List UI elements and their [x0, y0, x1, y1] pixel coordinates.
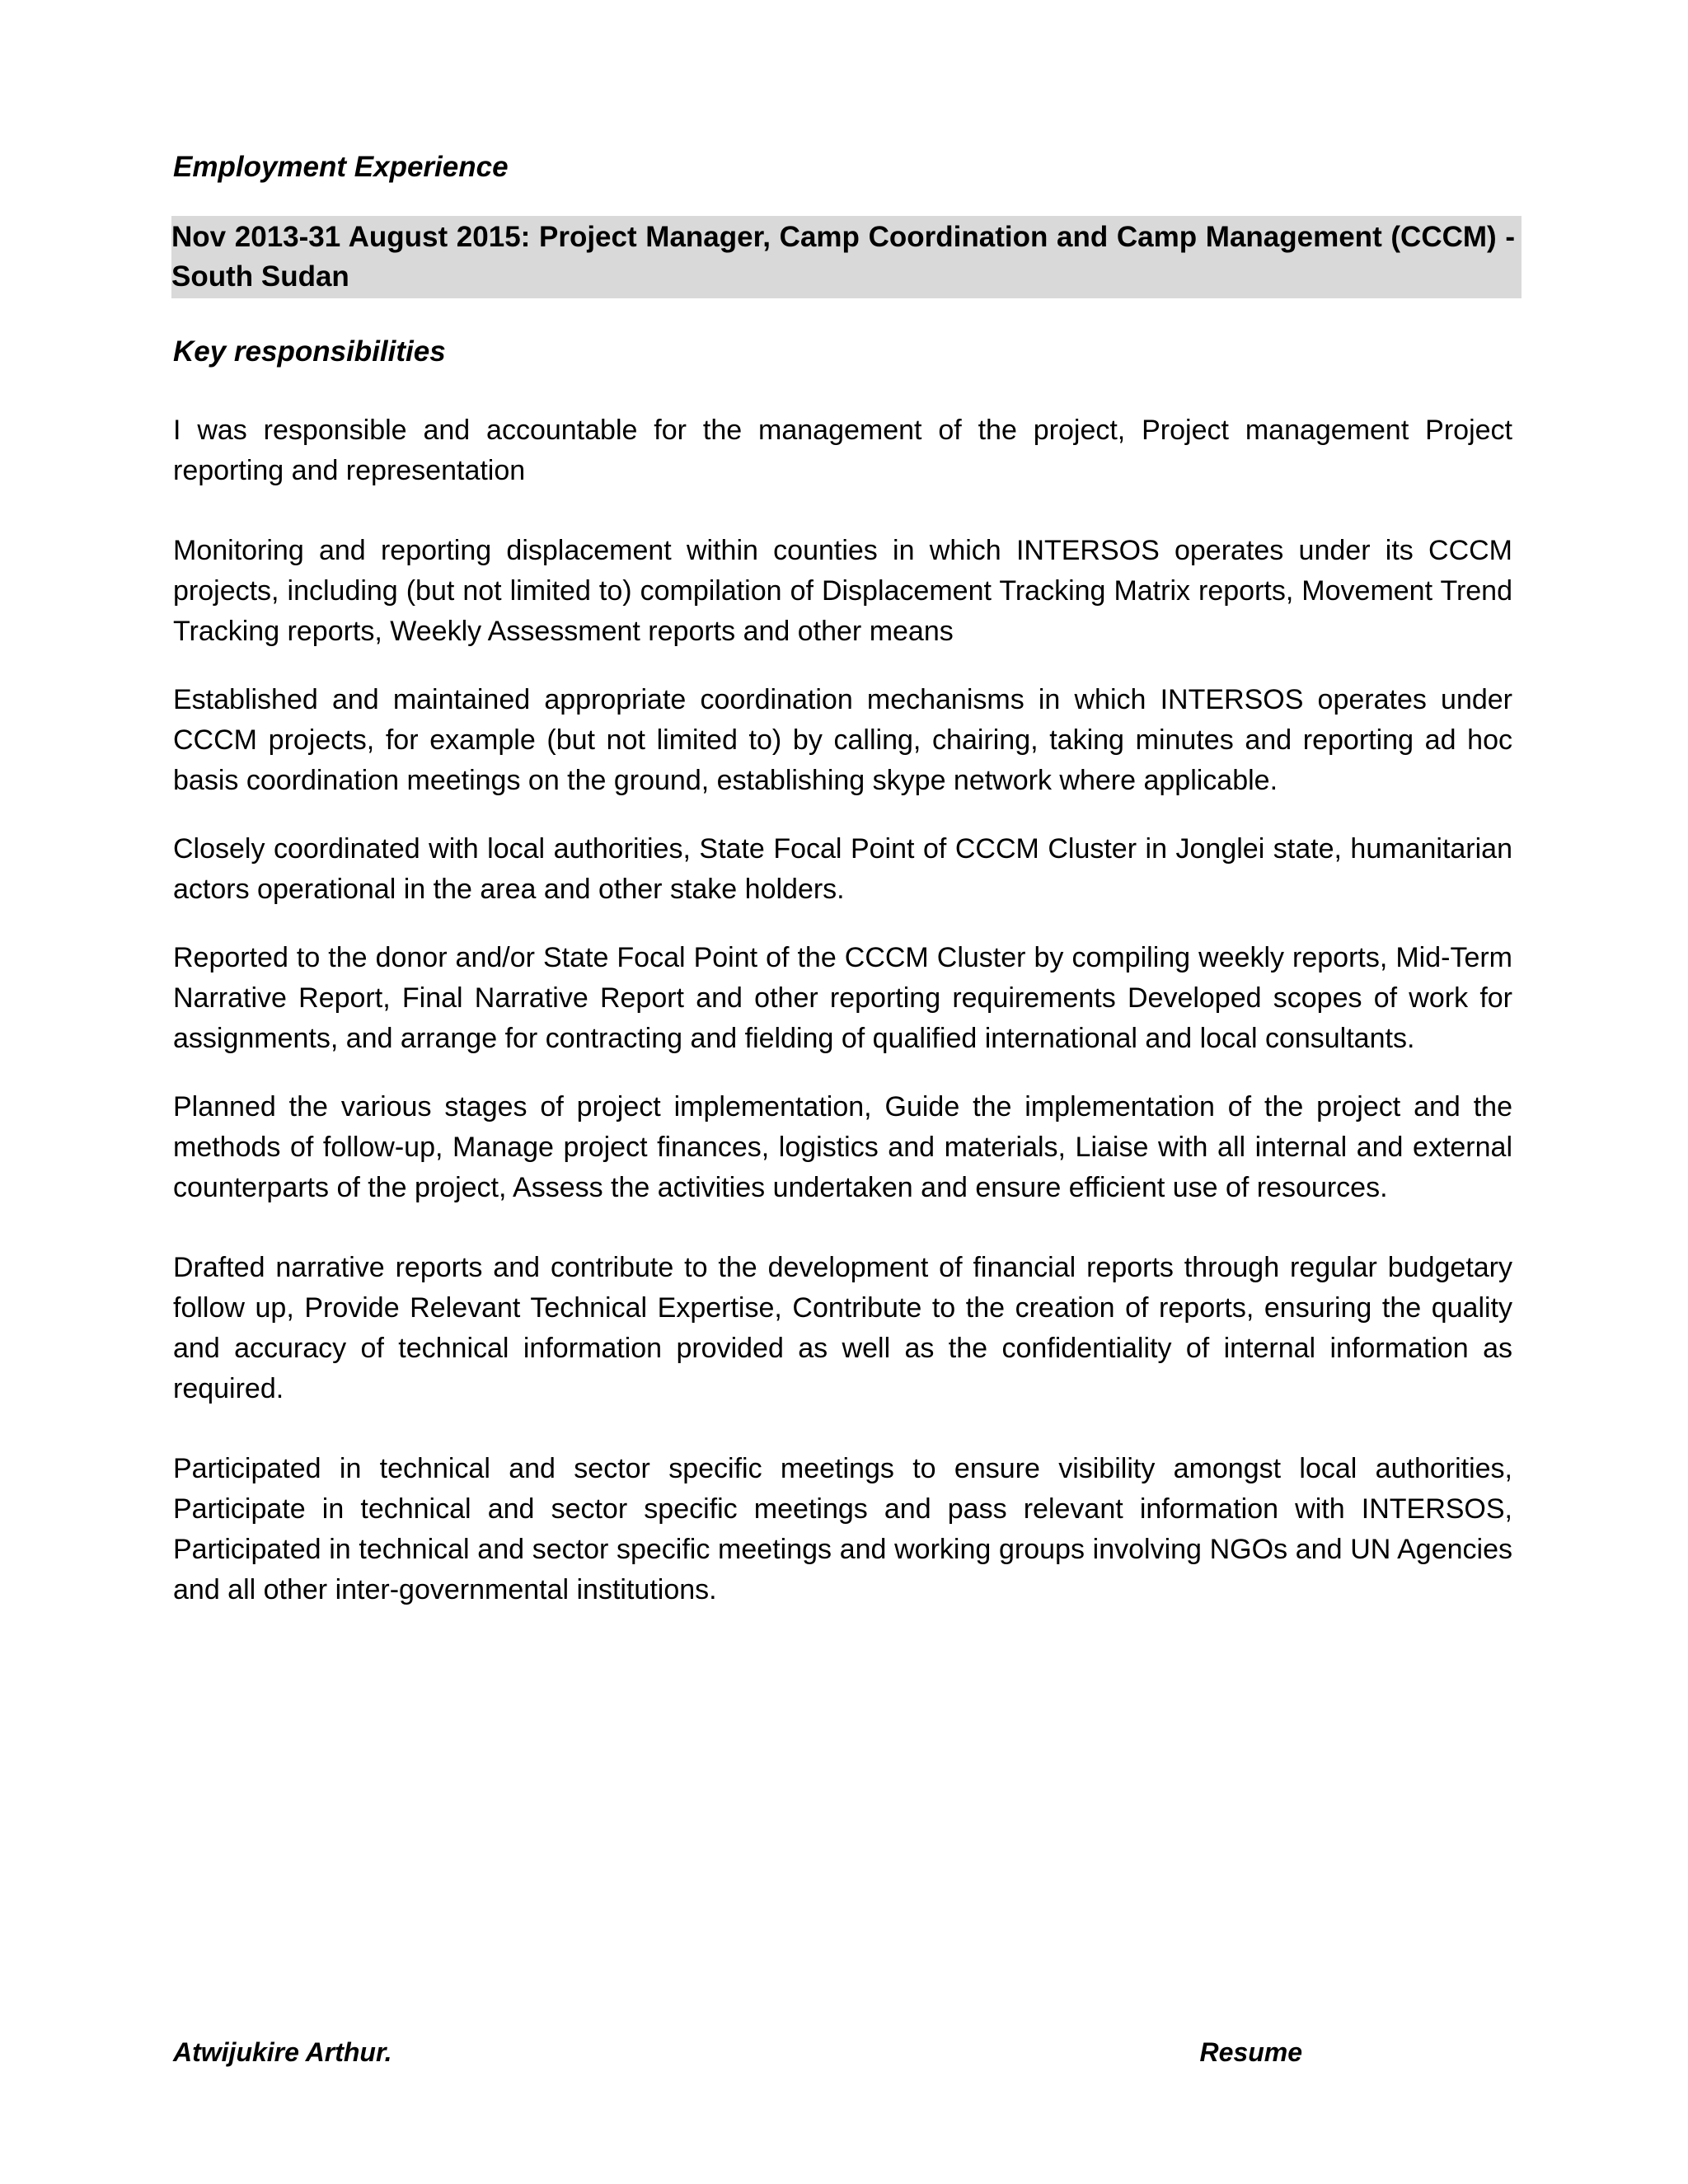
- responsibility-paragraph: Planned the various stages of project implementation, Guide the implementation of the project and the methods of follow-up, Manage project finances, logistics and materials, Liaise with all internal and external counterparts of the project, Assess the activities undertaken and ensure efficient use of resources.: [173, 1091, 1512, 1203]
- page-content: [171, 145, 1515, 1610]
- footer-author-name: Atwijukire Arthur.: [173, 2037, 392, 2067]
- key-responsibilities-heading: Key responsibilities: [173, 335, 446, 368]
- section-heading: Employment Experience: [173, 151, 509, 183]
- job-title-banner: Nov 2013-31 August 2015: Project Manager, Camp Coordination and Camp Management (CCCM) - South Sudan: [171, 216, 1522, 298]
- responsibility-paragraph: I was responsible and accountable for the management of the project, Project management Project reporting and representation: [173, 415, 1512, 486]
- footer-document-label: Resume: [1199, 2037, 1302, 2067]
- responsibility-paragraph: Participated in technical and sector specific meetings to ensure visibility amongst local authorities, Participate in technical and sector specific meetings and pass relevant information with INTERSOS, Participated in technical and sector specific meetings and working groups involving NGOs and UN Agencies and all other inter-governmental institutions.: [173, 1453, 1512, 1605]
- responsibility-paragraph: Drafted narrative reports and contribute to the development of financial reports through regular budgetary follow up, Provide Relevant Technical Expertise, Contribute to the creation of reports, ensuring the quality and accuracy of technical information provided as well as the confidentiality of internal information as required.: [173, 1252, 1512, 1404]
- page-footer: [173, 2037, 1302, 2079]
- responsibility-paragraph: Established and maintained appropriate coordination mechanisms in which INTERSOS operates under CCCM projects, for example (but not limited to) by calling, chairing, taking minutes and reporting ad hoc basis coordination meetings on the ground, establishing skype network where applicable.: [173, 684, 1512, 796]
- responsibility-paragraph: Monitoring and reporting displacement within counties in which INTERSOS operates under its CCCM projects, including (but not limited to) compilation of Displacement Tracking Matrix reports, Movement Trend Tracking reports, Weekly Assessment reports and other means: [173, 535, 1512, 647]
- responsibility-paragraph: Reported to the donor and/or State Focal Point of the CCCM Cluster by compiling weekly reports, Mid-Term Narrative Report, Final Narrative Report and other reporting requirements Developed scopes of work for assignments, and arrange for contracting and fielding of qualified international and local consultants.: [173, 942, 1512, 1054]
- responsibility-paragraph: Closely coordinated with local authorities, State Focal Point of CCCM Cluster in Jonglei state, humanitarian actors operational in the area and other stake holders.: [173, 833, 1512, 905]
